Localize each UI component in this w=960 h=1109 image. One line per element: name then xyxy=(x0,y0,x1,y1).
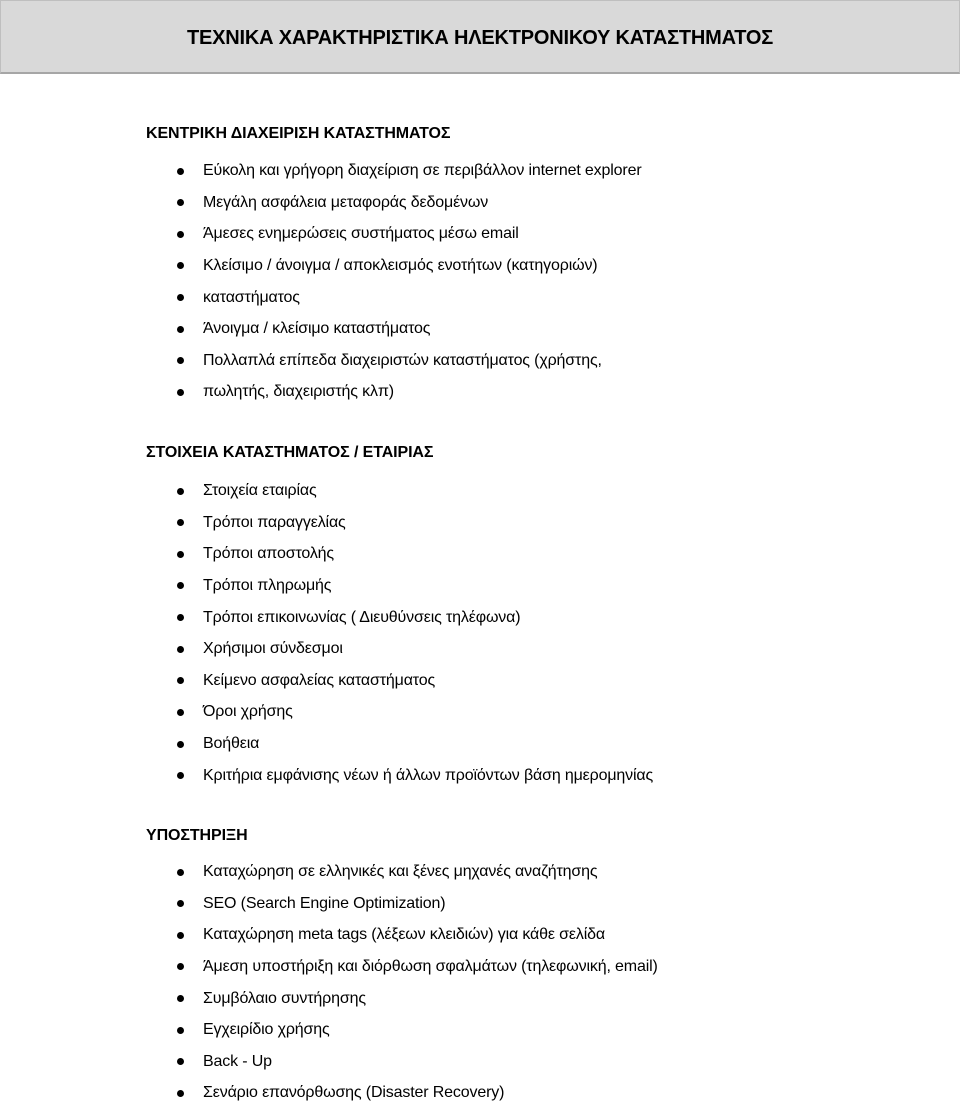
list-item-text: Συμβόλαιο συντήρησης xyxy=(203,989,366,1007)
list-item-text: Όροι χρήσης xyxy=(203,703,293,721)
list-item-text: Άμεση υποστήριξη και διόρθωση σφαλμάτων (τηλεφωνική, email) xyxy=(203,957,658,975)
list-item-text: Πολλαπλά επίπεδα διαχειριστών καταστήματος (χρήστης, xyxy=(203,351,602,369)
list-item-text: καταστήματος xyxy=(203,288,300,306)
bullet-icon xyxy=(177,995,184,1002)
bullet-icon xyxy=(177,294,184,301)
bullet-icon xyxy=(177,709,184,716)
bullet-list xyxy=(146,475,926,791)
bullet-icon xyxy=(177,199,184,206)
list-item-text: Εγχειρίδιο χρήσης xyxy=(203,1021,330,1039)
list-item-text: Κλείσιμο / άνοιγμα / αποκλεισμός ενοτήτων (κατηγοριών) xyxy=(203,256,598,274)
list-item-text: Καταχώρηση σε ελληνικές και ξένες μηχανές αναζήτησης xyxy=(203,863,598,880)
bullet-icon xyxy=(177,1090,184,1097)
bullet-list xyxy=(146,155,926,408)
bullet-icon xyxy=(177,614,184,621)
list-item-text: Καταχώρηση meta tags (λέξεων κλειδιών) για κάθε σελίδα xyxy=(203,926,605,944)
bullet-list xyxy=(146,856,926,1109)
list-item xyxy=(146,250,926,282)
bullet-icon xyxy=(177,168,184,175)
list-item xyxy=(146,376,926,408)
list-item-text: Κείμενο ασφαλείας καταστήματος xyxy=(203,671,436,689)
list-item xyxy=(146,538,926,570)
list-item-text: Τρόποι παραγγελίας xyxy=(203,513,346,531)
list-item xyxy=(146,696,926,728)
bullet-icon xyxy=(177,963,184,970)
list-item xyxy=(146,1046,926,1078)
section-central-management xyxy=(146,124,926,408)
list-item xyxy=(146,888,926,920)
document-title: ΤΕΧΝΙΚΑ ΧΑΡΑΚΤΗΡΙΣΤΙΚΑ ΗΛΕΚΤΡΟΝΙΚΟΥ ΚΑΤΑΣΤΗΜΑΤΟΣ xyxy=(186,27,774,49)
list-item xyxy=(146,856,926,888)
bullet-icon xyxy=(177,551,184,558)
list-item-text: Στοιχεία εταιρίας xyxy=(203,482,317,499)
list-item xyxy=(146,1077,926,1109)
list-item xyxy=(146,218,926,250)
list-item xyxy=(146,633,926,665)
list-item xyxy=(146,728,926,760)
list-item xyxy=(146,507,926,539)
section-heading: ΚΕΝΤΡΙΚΗ ΔΙΑΧΕΙΡΙΣΗ ΚΑΤΑΣΤΗΜΑΤΟΣ xyxy=(146,125,451,142)
list-item xyxy=(146,919,926,951)
bullet-icon xyxy=(177,519,184,526)
list-item xyxy=(146,475,926,507)
list-item xyxy=(146,665,926,697)
list-item xyxy=(146,282,926,314)
bullet-icon xyxy=(177,900,184,907)
list-item xyxy=(146,983,926,1015)
list-item-text: Χρήσιμοι σύνδεσμοι xyxy=(203,640,343,658)
bullet-icon xyxy=(177,357,184,364)
list-item xyxy=(146,187,926,219)
bullet-icon xyxy=(177,326,184,333)
list-item xyxy=(146,313,926,345)
bullet-icon xyxy=(177,932,184,939)
section-support xyxy=(146,826,926,1109)
bullet-icon xyxy=(177,772,184,779)
section-store-company-info xyxy=(146,443,926,791)
list-item xyxy=(146,345,926,377)
bullet-icon xyxy=(177,741,184,748)
list-item-text: Τρόποι επικοινωνίας ( Διευθύνσεις τηλέφωνα) xyxy=(203,608,521,626)
list-item-text: SEO (Search Engine Optimization) xyxy=(203,894,446,912)
list-item-text: πωλητής, διαχειριστής κλπ) xyxy=(203,383,394,401)
bullet-icon xyxy=(177,262,184,269)
bullet-icon xyxy=(177,1027,184,1034)
bullet-icon xyxy=(177,677,184,684)
bullet-icon xyxy=(177,869,184,876)
list-item xyxy=(146,155,926,187)
section-heading: ΣΤΟΙΧΕΙΑ ΚΑΤΑΣΤΗΜΑΤΟΣ / ΕΤΑΙΡΙΑΣ xyxy=(146,444,434,461)
list-item xyxy=(146,760,926,792)
bullet-icon xyxy=(177,231,184,238)
bullet-icon xyxy=(177,1058,184,1065)
bullet-icon xyxy=(177,488,184,495)
list-item-text: Back - Up xyxy=(203,1052,272,1070)
list-item xyxy=(146,1014,926,1046)
list-item-text: Βοήθεια xyxy=(203,735,260,753)
list-item xyxy=(146,602,926,634)
list-item-text: Μεγάλη ασφάλεια μεταφοράς δεδομένων xyxy=(203,193,489,211)
title-banner xyxy=(0,0,960,74)
list-item-text: Κριτήρια εμφάνισης νέων ή άλλων προϊόντων βάση ημερομηνίας xyxy=(203,766,654,784)
list-item-text: Τρόποι πληρωμής xyxy=(203,576,332,594)
bullet-icon xyxy=(177,389,184,396)
list-item-text: Εύκολη και γρήγορη διαχείριση σε περιβάλλον internet explorer xyxy=(203,162,642,179)
list-item xyxy=(146,570,926,602)
bullet-icon xyxy=(177,582,184,589)
bullet-icon xyxy=(177,646,184,653)
list-item-text: Άμεσες ενημερώσεις συστήματος μέσω email xyxy=(203,225,519,243)
list-item-text: Τρόποι αποστολής xyxy=(203,545,334,563)
list-item-text: Σενάριο επανόρθωσης (Disaster Recovery) xyxy=(203,1084,505,1102)
list-item-text: Άνοιγμα / κλείσιμο καταστήματος xyxy=(203,320,431,338)
list-item xyxy=(146,951,926,983)
section-heading: ΥΠΟΣΤΗΡΙΞΗ xyxy=(146,827,248,844)
